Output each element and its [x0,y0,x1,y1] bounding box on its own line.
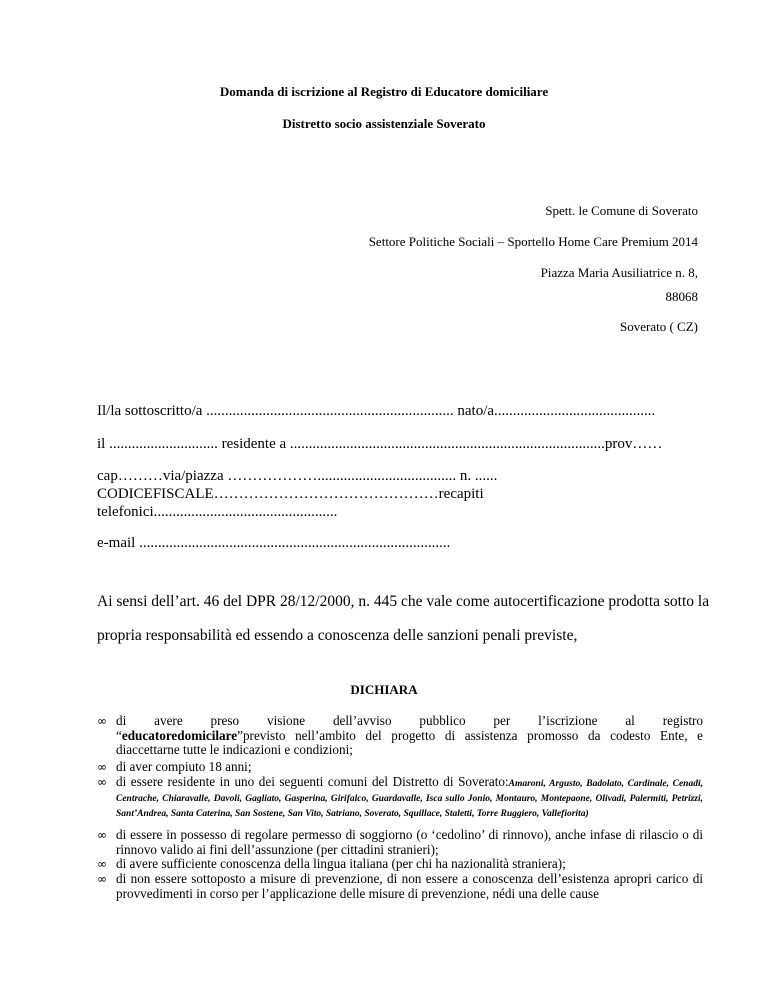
infinity-bullet-icon: ∞ [97,760,107,774]
recipient-line-3: Piazza Maria Ausiliatrice n. 8, [540,265,698,280]
infinity-bullet-icon: ∞ [97,828,107,842]
form-line-birth: il ............................. residente a ....................................................................................prov…… [97,436,663,452]
list-item-text: di aver compiuto 18 anni; [116,759,252,774]
infinity-bullet-icon: ∞ [97,714,107,728]
recipient-line-2: Settore Politiche Sociali – Sportello Home Care Premium 2014 [368,234,698,249]
infinity-bullet-icon: ∞ [97,775,107,789]
list-item-text: di essere in possesso di regolare permesso di soggiorno (o ‘cedolino’ di rinnovo), anche infase di rilascio o di rinnovo valido ai fini dell’assunzione (per cittadini stranieri); [116,827,703,857]
form-line-email: e-mail ................................................................................... [97,535,451,551]
recipient-line-5: Soverato ( CZ) [620,319,698,334]
document-title: Domanda di iscrizione al Registro di Educatore domiciliare [219,84,549,99]
list-item-text: “educatoredomicilare”previsto nell’ambito del progetto di assistenza promosso da codesto Ente, e diaccettarne tutte le indicazioni e condizioni; [116,727,703,757]
recipient-line-1: Spett. le Comune di Soverato [545,203,698,218]
intro-line-2: propria responsabilità ed essendo a conoscenza delle sanzioni penali previste, [97,627,578,644]
list-item-text: di non essere sottoposto a misure di prevenzione, di non essere a conoscenza dell’esistenza apropri carico di provvedimenti in corso per l’applicazione delle misure di prevenzione, nédi una delle cause [116,871,703,901]
form-line-name: Il/la sottoscritto/a .................................................................. nato/a........................................... [97,403,656,419]
towns-list: Amaroni, Argusto, Badolato, Cardinale, Cenadi, Centrache, Chiaravalle, Davoli, Gagliato, Gasperina, Girifalco, Guardavalle, Isca sullo Jonio, Montauro, Montepaone, Olivadi, Palermiti, Petrizzi, Sant’Andrea, Santa Caterina, San Sostene, San Vito, Satriano, Soverato, Squillace, Staletti, Torre Ruggiero, Vallefiorita) [116,779,703,819]
form-line-address: cap………via/piazza ………………..................................... n. ...... [97,468,498,484]
recipient-line-4: 88068 [665,289,698,304]
document-subtitle: Distretto socio assistenziale Soverato [282,116,486,131]
list-item-text: di avere sufficiente conoscenza della lingua italiana (per chi ha nazionalità straniera); [116,856,566,871]
infinity-bullet-icon: ∞ [97,857,107,871]
infinity-bullet-icon: ∞ [97,872,107,886]
form-line-codice-fiscale: CODICEFISCALE………………………………………recapiti [97,486,484,502]
list-item-text-line: di avere preso visione dell’avviso pubblico per l’iscrizione al registro [116,713,703,728]
list-item-text: di essere residente in uno dei seguenti comuni del Distretto di Soverato:Amaroni, Argusto, Badolato, Cardinale, Cenadi, Centrache, Chiaravalle, Davoli, Gagliato, Gasperina, Girifalco, Guardavalle, Isca sullo Jonio, Montauro, Montepaone, Olivadi, Palermiti, Petrizzi, Sant’Andrea, Santa Caterina, San Sostene, San Vito, Satriano, Soverato, Squillace, Staletti, Torre Ruggiero, Vallefiorita) [116,774,703,819]
dichiara-heading: DICHIARA [350,682,418,697]
intro-line-1: Ai sensi dell’art. 46 del DPR 28/12/2000, n. 445 che vale come autocertificazione prodotta sotto la [97,593,710,610]
form-line-phone: telefonici................................................. [97,504,338,520]
